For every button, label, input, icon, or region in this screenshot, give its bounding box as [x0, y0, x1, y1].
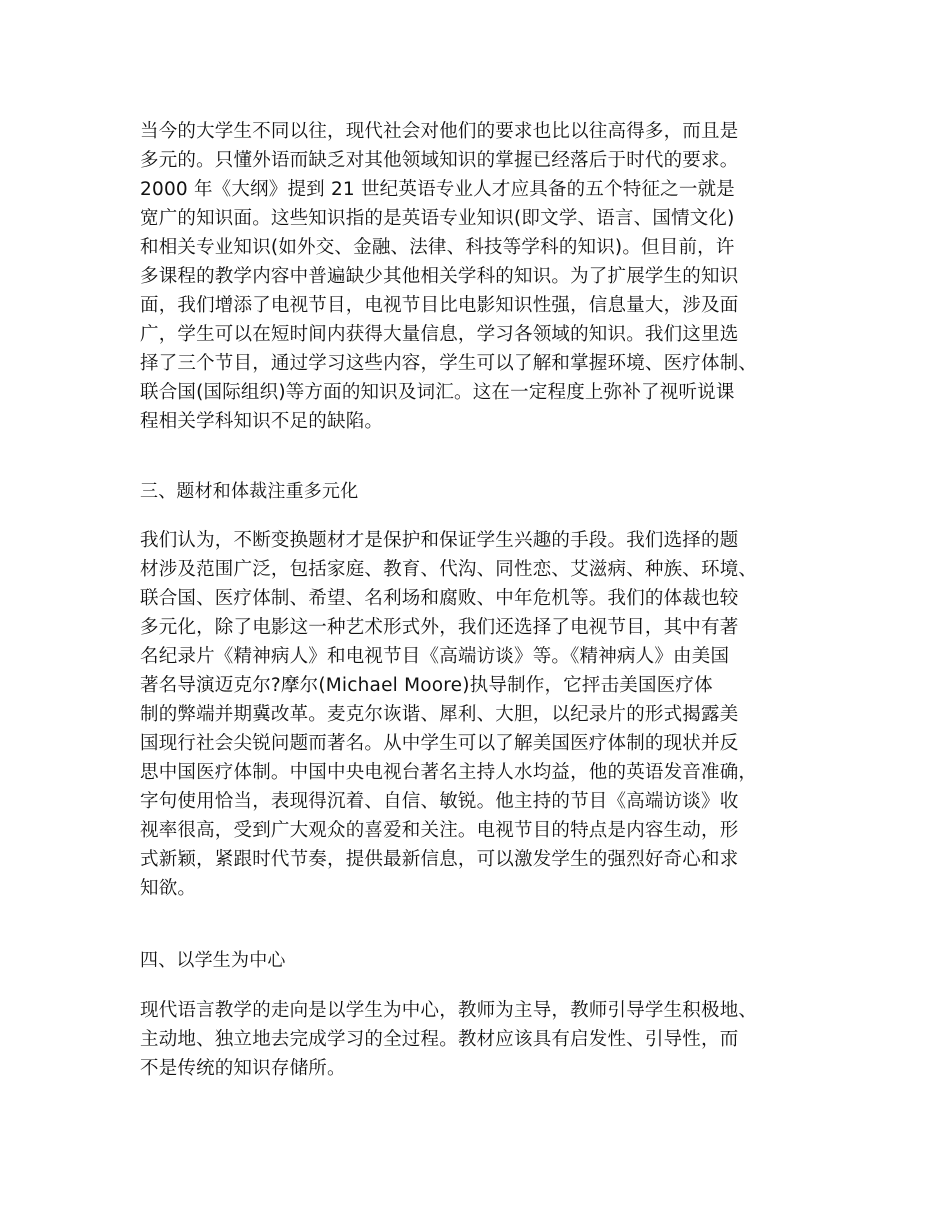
text-line: 多元的。只懂外语而缺乏对其他领域知识的掌握已经落后于时代的要求。 [140, 150, 739, 171]
text-line: 2000 年《大纲》提到 21 世纪英语专业人才应具备的五个特征之一就是 [140, 179, 735, 200]
text-line: 多元化，除了电影这一种艺术形式外，我们还选择了电视节目，其中有著 [140, 617, 739, 638]
text-line: 多课程的教学内容中普遍缺少其他相关学科的知识。为了扩展学生的知识 [140, 266, 739, 287]
heading-text: 四、以学生为中心 [140, 950, 286, 971]
text-line: 字句使用恰当，表现得沉着、自信、敏锐。他主持的节目《高端访谈》收 [140, 791, 739, 812]
text-line: 宽广的知识面。这些知识指的是英语专业知识(即文学、语言、国情文化) [140, 208, 735, 229]
text-line: 不是传统的知识存储所。 [140, 1058, 346, 1079]
text-line: 当今的大学生不同以往，现代社会对他们的要求也比以往高得多，而且是 [140, 121, 739, 142]
text-line: 制的弊端并期冀改革。麦克尔诙谐、犀利、大胆，以纪录片的形式揭露美 [140, 704, 739, 725]
text-line: 联合国、医疗体制、希望、名利场和腐败、中年危机等。我们的体裁也较 [140, 588, 739, 609]
text-line: 式新颖，紧跟时代节奏，提供最新信息，可以激发学生的强烈好奇心和求 [140, 849, 739, 870]
text-line: 名纪录片《精神病人》和电视节目《高端访谈》等。《精神病人》由美国 [140, 646, 730, 667]
paragraph-student-centered [140, 996, 830, 1083]
paragraph-knowledge [140, 117, 830, 436]
section-heading-4 [140, 946, 830, 975]
text-line: 著名导演迈克尔?摩尔(Michael Moore)执导制作，它抨击美国医疗体 [140, 675, 713, 696]
text-line: 联合国(国际组织)等方面的知识及词汇。这在一定程度上弥补了视听说课 [140, 382, 735, 403]
paragraph-themes [140, 526, 830, 903]
text-line: 视率很高，受到广大观众的喜爱和关注。电视节目的特点是内容生动，形 [140, 820, 739, 841]
text-line: 我们认为，不断变换题材才是保护和保证学生兴趣的手段。我们选择的题 [140, 530, 739, 551]
text-line: 广，学生可以在短时间内获得大量信息，学习各领域的知识。我们这里选 [140, 324, 739, 345]
text-line: 面，我们增添了电视节目，电视节目比电影知识性强，信息量大，涉及面 [140, 295, 739, 316]
heading-text: 三、题材和体裁注重多元化 [140, 481, 359, 502]
text-line: 材涉及范围广泛，包括家庭、教育、代沟、同性恋、艾滋病、种族、环境、 [140, 559, 758, 580]
text-line: 程相关学科知识不足的缺陷。 [140, 411, 384, 432]
text-line: 思中国医疗体制。中国中央电视台著名主持人水均益，他的英语发音准确， [140, 762, 758, 783]
text-line: 现代语言教学的走向是以学生为中心，教师为主导，教师引导学生积极地、 [140, 1000, 758, 1021]
text-line: 主动地、独立地去完成学习的全过程。教材应该具有启发性、引导性，而 [140, 1029, 739, 1050]
text-line: 和相关专业知识(如外交、金融、法律、科技等学科的知识)。但目前，许 [140, 237, 735, 258]
text-line: 国现行社会尖锐问题而著名。从中学生可以了解美国医疗体制的现状并反 [140, 733, 739, 754]
text-line: 知欲。 [140, 878, 197, 899]
text-line: 择了三个节目，通过学习这些内容，学生可以了解和掌握环境、医疗体制、 [140, 353, 758, 374]
section-heading-3 [140, 477, 830, 506]
